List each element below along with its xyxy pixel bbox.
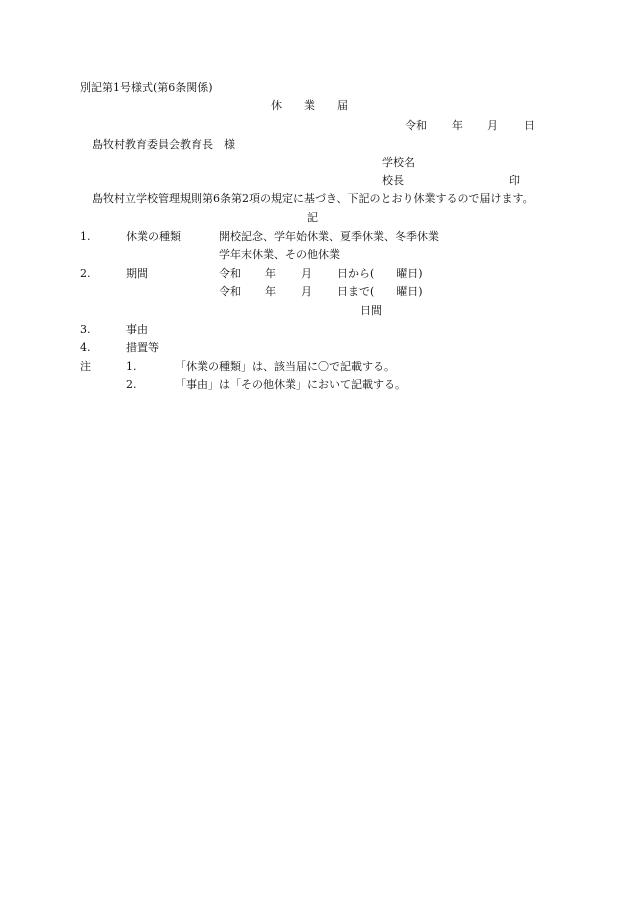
notes-label: 注 bbox=[80, 360, 91, 373]
form-reference: 別記第1号様式(第6条関係) bbox=[80, 81, 213, 94]
school-name-label: 学校名 bbox=[382, 156, 415, 169]
principal-label: 校長 bbox=[382, 174, 404, 187]
item-2-label: 期間 bbox=[126, 267, 148, 280]
item-1-number: 1. bbox=[80, 230, 91, 243]
item-1-line-2: 学年末休業、その他休業 bbox=[219, 248, 340, 261]
item-1-label: 休業の種類 bbox=[126, 230, 181, 243]
period-to-month: 月 bbox=[301, 285, 312, 298]
document-title: 休 業 届 bbox=[271, 99, 348, 112]
period-from-era: 令和 bbox=[219, 267, 241, 280]
period-from-tail: 日から( 曜日) bbox=[337, 267, 423, 280]
body-text: 島牧村立学校管理規則第6条第2項の規定に基づき、下記のとおり休業するので届けます。 bbox=[92, 192, 534, 205]
note-2-text: 「事由」は「その他休業」において記載する。 bbox=[175, 378, 406, 391]
period-from-month: 月 bbox=[301, 267, 312, 280]
period-to-tail: 日まで( 曜日) bbox=[337, 285, 423, 298]
period-days: 日間 bbox=[360, 304, 382, 317]
date-month: 月 bbox=[487, 119, 498, 132]
date-year: 年 bbox=[452, 119, 463, 132]
ki-heading: 記 bbox=[307, 211, 318, 224]
item-4-number: 4. bbox=[80, 341, 91, 354]
seal-mark: 印 bbox=[509, 174, 520, 187]
period-to-year: 年 bbox=[265, 285, 276, 298]
note-2-number: 2. bbox=[126, 378, 137, 391]
item-1-line-1: 開校記念、学年始休業、夏季休業、冬季休業 bbox=[219, 230, 439, 243]
note-1-text: 「休業の種類」は、該当届に〇で記載する。 bbox=[175, 360, 395, 373]
note-1-number: 1. bbox=[126, 360, 137, 373]
date-day: 日 bbox=[524, 119, 535, 132]
addressee: 島牧村教育委員会教育長 様 bbox=[92, 138, 235, 151]
period-from-year: 年 bbox=[265, 267, 276, 280]
item-2-number: 2. bbox=[80, 267, 91, 280]
date-era: 令和 bbox=[405, 119, 427, 132]
item-3-number: 3. bbox=[80, 323, 91, 336]
item-4-label: 措置等 bbox=[126, 341, 159, 354]
item-3-label: 事由 bbox=[126, 323, 148, 336]
period-to-era: 令和 bbox=[219, 285, 241, 298]
